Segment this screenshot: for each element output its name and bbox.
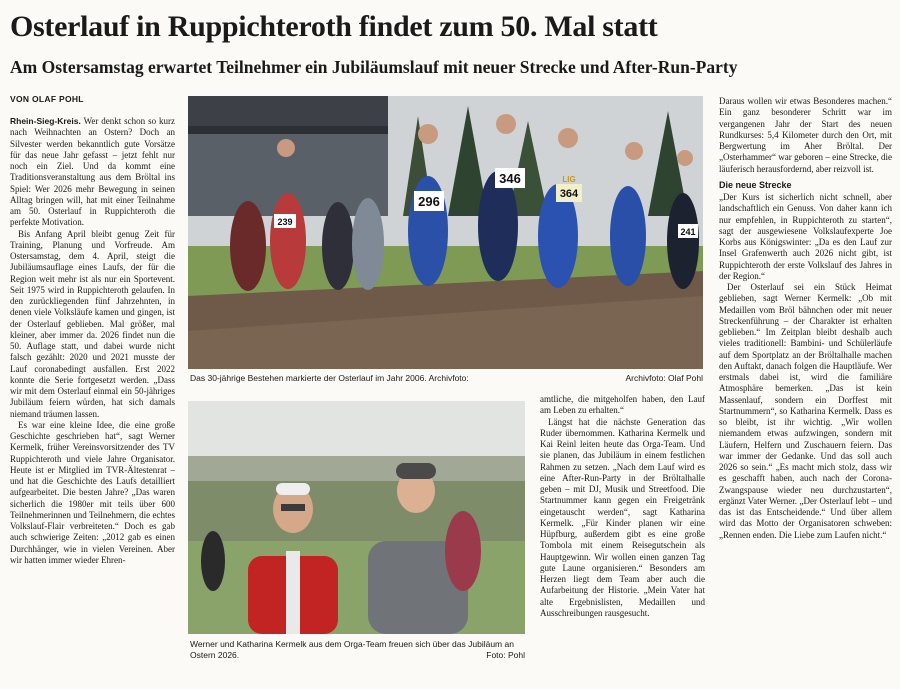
photo-runners-caption: Das 30-jährige Bestehen markierte der Osterlauf im Jahr 2006. Archivfoto: [190, 373, 469, 383]
photo-organizers-credit: Foto: Pohl [486, 650, 525, 660]
paragraph: „Der Kurs ist sicherlich nicht schnell, aber landschaftlich ein Genuss. Von daher kann ich nur empfehlen, in Ruppichteroth zu starten“, sagt der ausgewiesene Volkslaufexperte Joe Korbs aus Königswinter: „Da es den Lauf zur Insel Grafenwerth auch 2026 nicht gibt, ist Ruppichteroth der erste Volkslauf des Jahres in der Region.“ [719, 192, 892, 281]
paragraph: Daraus wollen wir etwas Besonderes machen.“ Ein ganz besonderer Schritt war im vergangenen Jahr der Start des neuen Rundkurses: 5,4 Kilometer durch den Ort, mit Bergwertung im Aher Bröltal. Der „Osterhammer“ war geboren – eine Strecke, die läuferisch herausfordernd, aber reizvoll ist. [719, 96, 892, 174]
bib-number: 296 [418, 194, 440, 209]
section-subheading: Die neue Strecke [719, 179, 792, 190]
photo-organizers [188, 401, 525, 634]
photo-runners [188, 96, 703, 369]
column-3 [719, 96, 892, 684]
bib-number: 346 [499, 171, 521, 186]
dateline: Rhein-Sieg-Kreis. [10, 116, 81, 126]
bib-number: 241 [680, 227, 696, 237]
bib-number: 239 [277, 217, 293, 227]
bib-number: 364 [559, 188, 579, 200]
paragraph: Rhein-Sieg-Kreis. Wer denkt schon so kurz nach Weihnachten an Ostern? Doch an Silvester werden bekanntlich gute Vorsätze für das neue Jahr gefasst – jetzt fehlt nur noch ein Ziel. Und da kommt eine Traditionsveranstaltung aus dem Bröltal ins Spiel: Wer 2026 mehr Bewegung in seinen Alltag bringen will, hat mit einer Teilnahme am 50. Osterlauf in Ruppichteroth die perfekte Motivation. [10, 116, 175, 228]
column-1 [10, 116, 175, 684]
paragraph: Längst hat die nächste Generation das Ruder übernommen. Katharina Kermelk und Kai Reinl leiten heute das Orga-Team. Und sie planen, das Jubiläum in einem festlichen Rahmen zu setzen. „Nach dem Lauf wird es eine After-Run-Party in der Bröltalhalle geben – mit DJ, Musik und Streetfood. Die Startnummer kann gegen ein Freigetränk eingetauscht werden“, sagt Katharina Kermelk. „Für Kinder planen wir eine Hüpfburg, außerdem gibt es eine große Tombola mit einem Reisegutschein als Hauptgewinn. Wir wollen einen ganzen Tag gute Laune organisieren.“ Besonders am Herzen liegt dem Team aber auch die Aufarbeitung der Historie. „Mein Vater hat alte Ergebnislisten, Medaillen und Ausschreibungen rausgesucht. [540, 416, 705, 618]
sponsor-logo: LIG [562, 175, 576, 184]
article-subheadline: Am Ostersamstag erwartet Teilnehmer ein Jubiläumslauf mit neuer Strecke und After-Run-Party [10, 57, 738, 77]
paragraph: Bis Anfang April bleibt genug Zeit für Training, Planung und Vorfreude. Am Ostersamstag, dem 4. April, steigt die Jubiläumsauflage eines Laufs, der für die Region weit mehr ist als nur ein Sportevent. Seit 1975 wird in Ruppichteroth gelaufen. In den zurückliegenden fünf Jahrzehnten, in denen viele Volksläufe kamen und gingen, ist der Osterlauf geblieben. Mal größer, mal kleiner, aber immer da. 2026 findet nun die 50. Auflage statt, und dabei wurde nicht falsch gezählt: 2020 und 2021 musste der Lauf coronabedingt ausfallen. Erst 2022 konnte die Serie fortgesetzt werden. „Dass wir mit dem Osterlauf einmal ein 50-jähriges Jubiläum feiern würden, hat sich damals niemand träumen lassen. [10, 228, 175, 419]
column-2 [540, 394, 705, 684]
paragraph: Der Osterlauf sei ein Stück Heimat geblieben, sagt Werner Kermelk: „Ob mit Medaillen vom Bröl bähnchen oder mit neuer Streckenführung – der Charakter ist erhalten geblieben.“ Im Zeitplan bleibt deshalb auch vieles traditionell: Bambini- und Schülerläufe auf dem Sportplatz an der Bröltalhalle machen den Auftakt, danach folgen die Hauptläufe. Wer erstmals dabei ist, wird die familiäre Atmosphäre bemerken. „Das ist kein Massenlauf, sondern ein Dorffest mit Startnummern“, so Katharina Kermelk. Dass es so bleibt, ist ihr wichtig. „Wir wollen niemandem etwas aufzwingen, sondern mit Läufern, Helfern und Zuschauern feiern. Das war immer der Gedanke. Und das soll auch 2026 so sein.“ „Es macht mich stolz, dass wir es geschafft haben, auch nach der Corona-Zwangspause wieder neu durchzustarten“, ergänzt Vater Werner. „Der Osterlauf lebt – und das ist das Entscheidende.“ Und über allem wird das Motto der Organisatoren schweben: „Rennen enden. Die Liebe zum Laufen nicht.“ [719, 282, 892, 540]
photo-organizers-caption: Werner und Katharina Kermelk aus dem Orga-Team freuen sich über das Jubiläum an Ostern 2026. Foto: Pohl [190, 639, 525, 660]
article-headline: Osterlauf in Ruppichteroth findet zum 50. Mal statt [10, 10, 658, 43]
byline: VON OLAF POHL [10, 94, 84, 104]
paragraph: Es war eine kleine Idee, die eine große Geschichte geschrieben hat“, sagt Werner Kermelk, früher Vereinsvorsitzender des TV Ruppichteroth und viele Jahre Organisator. Heute ist er Mitglied im TVR-Ältestenrat – und hat die Geschichte des Laufs detailliert aufgearbeitet. Die besten Jahre? „Das waren sicherlich die 1980er mit teils über 600 Teilnehmerinnen und Teilnehmern, die echtes Volkslauf-Flair verbreiteten.“ Doch es gab auch schwierige Zeiten: „2012 gab es einen Durchhänger, wie in vielen Vereinen. Aber wir hatten immer wieder Ehren- [10, 419, 175, 565]
photo-runners-credit: Archivfoto: Olaf Pohl [625, 373, 703, 383]
paragraph: amtliche, die mitgeholfen haben, den Lauf am Leben zu erhalten.“ [540, 394, 705, 416]
